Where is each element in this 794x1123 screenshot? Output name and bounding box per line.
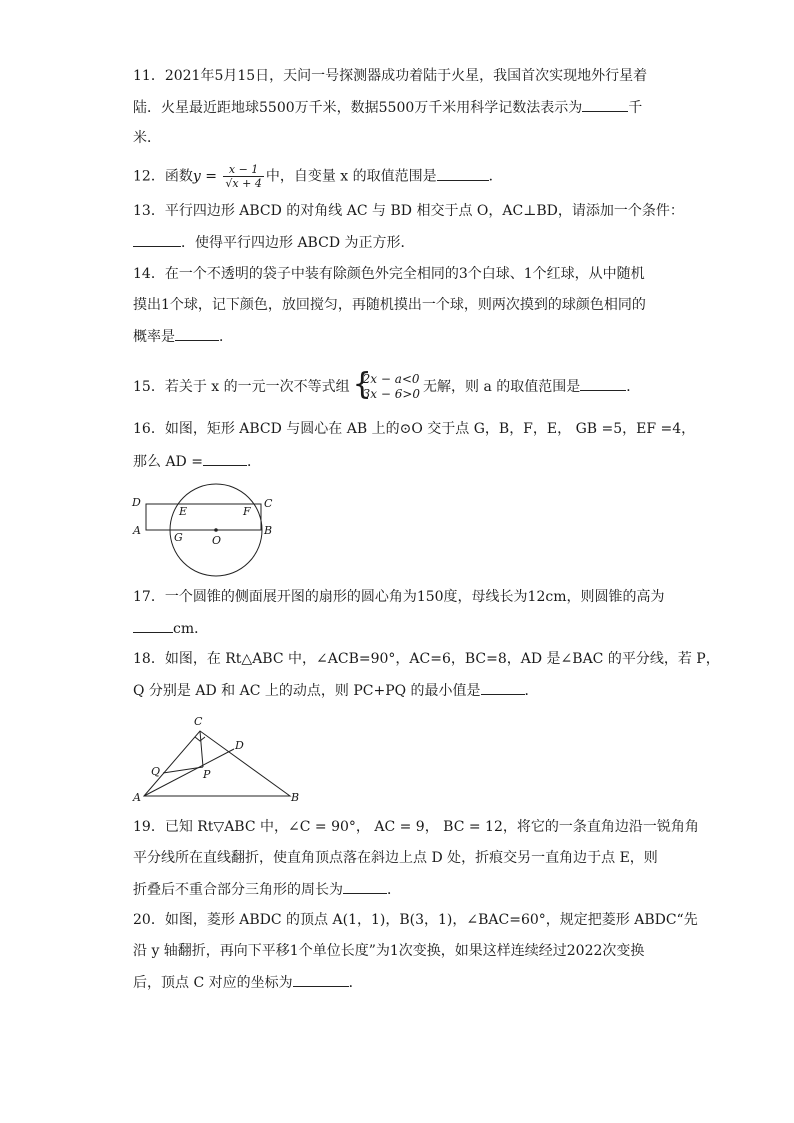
q20-text: 后，顶点 C 对应的坐标为 [133, 975, 293, 991]
q16-label-G: G [174, 531, 183, 544]
q16-label-A: A [133, 524, 141, 537]
q12-y: y [192, 168, 201, 185]
q18-answer-blank[interactable] [481, 680, 525, 695]
q18-line2 [133, 680, 539, 701]
q19-line2: 平分线所在直线翻折，使直角顶点落在斜边上点 D 处，折痕交另一直角边于点 E，则 [133, 850, 658, 866]
q18-end: ． [524, 683, 539, 699]
q18-figure [130, 713, 310, 805]
q18-segment-PQ [163, 767, 203, 773]
q17-line2 [133, 618, 208, 639]
q15-row2: 3x − 6>0 [362, 387, 421, 401]
q18-segment-PC [200, 731, 203, 767]
q16-line2 [133, 451, 261, 472]
q20-line2: 沿 y 轴翻折，再向下平移1个单位长度”为1次变换，如果这样连续经过2022次变换 [133, 943, 645, 959]
q15-text: 无解，则 a 的取值范围是 [423, 379, 581, 395]
q19-line3 [133, 879, 401, 900]
q11-unit: 千 [628, 100, 643, 116]
q16-figure [128, 482, 278, 578]
q17-answer-blank[interactable] [133, 618, 173, 633]
q12-eq: = [200, 168, 222, 185]
q12-prefix: 12．函数 [133, 168, 193, 185]
q20-line1: 20．如图，菱形 ABDC 的顶点 A(1，1)，B(3，1)，∠BAC=60°，规定把菱形 ABDC“先 [133, 912, 698, 928]
q18-label-C: C [194, 715, 203, 728]
q12-line [133, 163, 503, 190]
q14-text: 概率是 [133, 329, 175, 345]
q12-numerator: x − 1 [223, 163, 263, 177]
q17-text: cm． [173, 621, 209, 637]
q19-line1: 19．已知 Rt▽ABC 中，∠C = 90°， AC = 9， BC = 12，将它的一条直角边沿一锐角角 [133, 819, 699, 835]
q16-text: 那么 AD = [133, 454, 203, 470]
q20-line3 [133, 972, 363, 993]
q18-label-A: A [133, 791, 141, 804]
q18-label-P: P [203, 768, 211, 781]
q18-text: Q 分别是 AD 和 AC 上的动点，则 PC+PQ 的最小值是 [133, 683, 481, 699]
q16-label-F: F [243, 505, 251, 518]
q19-end: ． [387, 882, 401, 898]
q15-end: ． [626, 379, 641, 395]
q12-fraction [223, 163, 263, 190]
q18-label-Q: Q [151, 765, 161, 778]
q15-inequality-system [352, 367, 421, 402]
q12-answer-blank[interactable] [437, 166, 489, 181]
q14-line1: 14．在一个不透明的袋子中装有除颜色外完全相同的3个白球、1个红球，从中随机 [133, 266, 645, 282]
q15-row1: 2x − a<0 [362, 372, 420, 386]
q18-right-angle-mark [195, 737, 205, 741]
q18-line1: 18．如图，在 Rt△ABC 中，∠ACB=90°，AC=6，BC=8，AD 是∠BAC 的平分线，若 P， [133, 651, 720, 667]
q16-end: ． [246, 454, 261, 470]
q16-label-E: E [179, 505, 188, 518]
q15-line [133, 367, 641, 402]
q14-line2: 摸出1个球，记下颜色，放回搅匀，再随机摸出一个球，则两次摸到的球颜色相同的 [133, 297, 646, 313]
q13-answer-blank[interactable] [133, 232, 181, 247]
q14-line3 [133, 326, 233, 347]
q12-text: 中，自变量 x 的取值范围是 [265, 168, 437, 185]
q11-line1: 11．2021年5月15日，天问一号探测器成功着陆于火星，我国首次实现地外行星着 [133, 68, 648, 84]
q11-line3: 米． [133, 130, 161, 146]
q11-answer-blank[interactable] [582, 97, 628, 112]
q18-label-B: B [291, 791, 300, 804]
q12-denominator: √x + 4 [225, 177, 262, 190]
q18-label-D: D [235, 739, 244, 752]
q13-line1: 13．平行四边形 ABCD 的对角线 AC 与 BD 相交于点 O，AC⊥BD，请添加一个条件： [133, 203, 684, 219]
q14-end: ． [219, 329, 233, 345]
q16-center-point [214, 528, 218, 532]
q13-text: ．使得平行四边形 ABCD 为正方形． [181, 235, 415, 251]
q20-answer-blank[interactable] [293, 972, 349, 987]
q17-line1: 17．一个圆锥的侧面展开图的扇形的圆心角为150度，母线长为12cm，则圆锥的高为 [133, 589, 665, 605]
q16-label-O: O [212, 534, 222, 547]
q15-prefix: 15．若关于 x 的一元一次不等式组 [133, 379, 350, 395]
q16-label-D: D [132, 496, 141, 509]
q11-text: 陆．火星最近距地球5500万千米，数据5500万千米用科学记数法表示为 [133, 100, 583, 116]
q16-label-C: C [264, 497, 273, 510]
q19-text: 折叠后不重合部分三角形的周长为 [133, 882, 343, 898]
brace-icon: { [352, 367, 372, 402]
q11-line2 [133, 97, 642, 118]
q14-answer-blank[interactable] [175, 326, 219, 341]
q12-end: ． [488, 168, 503, 185]
q12-radicand: x + 4 [232, 177, 262, 190]
q16-line1: 16．如图，矩形 ABCD 与圆心在 AB 上的⊙O 交于点 G，B，F，E， GB =5，EF =4， [133, 421, 696, 437]
q16-label-B: B [264, 524, 273, 537]
q15-answer-blank[interactable] [580, 376, 626, 391]
q13-line2 [133, 232, 415, 253]
q16-answer-blank[interactable] [203, 451, 247, 466]
q18-triangle [144, 731, 290, 796]
q19-answer-blank[interactable] [343, 879, 387, 894]
q20-end: ． [348, 975, 363, 991]
